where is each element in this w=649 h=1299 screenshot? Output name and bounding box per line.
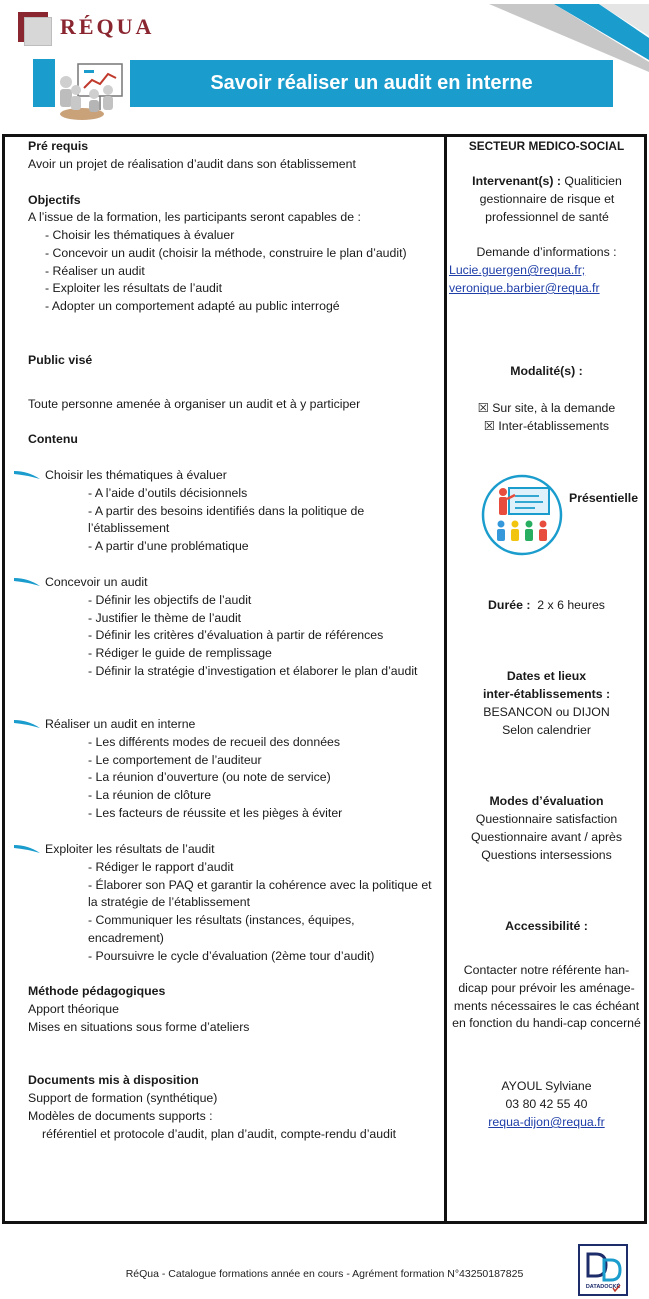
swoosh-bullet-icon — [14, 577, 40, 587]
contact-phone: 03 80 42 55 40 — [505, 1097, 588, 1111]
dates-place: BESANCON ou DIJON — [483, 705, 610, 719]
docs-line: Modèles de documents supports : — [28, 1108, 213, 1123]
prereq-text: Avoir un projet de réalisation d’audit dans son établissement — [28, 157, 356, 171]
docs-sub: référentiel et protocole d’audit, plan d’audit, compte-rendu d’audit — [42, 1126, 397, 1141]
swoosh-bullet-icon — [14, 470, 40, 480]
list-item: - Adopter un comportement adapté au public interrogé — [45, 299, 340, 314]
eval-lines — [449, 811, 644, 864]
dates-label: inter-établissements : — [482, 687, 611, 701]
method-title: Méthode pédagogiques — [28, 984, 166, 998]
docs-lines — [28, 1090, 433, 1143]
list-item: - La réunion d’ouverture (ou note de service) — [88, 770, 331, 785]
modality-option: ☒ Sur site, à la demande — [477, 401, 616, 415]
logo-text: RÉQUA — [60, 14, 155, 39]
list-item: - Poursuivre le cycle d’évaluation (2ème tour d’audit) — [88, 948, 375, 963]
info-label: Demande d’informations : — [476, 245, 617, 259]
list-item: - Définir les critères d’évaluation à partir de références — [88, 628, 384, 643]
eval-label: Modes d’évaluation — [489, 794, 604, 808]
modality-label: Modalité(s) : — [510, 364, 583, 378]
column-divider — [444, 134, 447, 1224]
duration-block — [449, 597, 644, 615]
speaker-label: Intervenant(s) : — [472, 174, 561, 188]
objectives-title: Objectifs — [28, 193, 81, 207]
method-lines — [28, 1001, 433, 1037]
access-label: Accessibilité : — [505, 919, 588, 933]
modality-option: ☒ Inter-établissements — [483, 419, 610, 433]
list-item: - Exploiter les résultats de l’audit — [45, 281, 223, 296]
list-item: - Définir les objectifs de l’audit — [88, 592, 252, 607]
content-title: Contenu — [28, 432, 78, 446]
section-title: Choisir les thématiques à évaluer — [45, 468, 227, 482]
list-item: - Concevoir un audit (choisir la méthode, construire le plan d’audit) — [45, 245, 407, 260]
email-link[interactable]: veronique.barbier@requa.fr — [449, 280, 600, 295]
page-title: Savoir réaliser un audit en interne — [210, 72, 533, 94]
logo-square-front — [24, 17, 52, 46]
method-line: Mises en situations sous forme d’ateliers — [28, 1019, 250, 1034]
sector-label: SECTEUR MEDICO-SOCIAL — [468, 139, 625, 153]
contact-email-wrap — [449, 1114, 644, 1132]
datadock-logo-icon — [580, 1246, 626, 1294]
list-item: - Définir la stratégie d’investigation et élaborer le plan d’audit — [88, 663, 418, 678]
swoosh-bullet-icon — [14, 719, 40, 729]
list-item: - A partir des besoins identifiés dans la politique de l’établissement — [88, 503, 365, 536]
contact-name: AYOUL Sylviane — [501, 1079, 592, 1093]
content-section-3 — [28, 716, 433, 823]
public-title: Public visé — [28, 353, 93, 367]
list-item: - A partir d’une problématique — [88, 539, 249, 554]
section-title: Réaliser un audit en interne — [45, 717, 196, 731]
public-text: Toute personne amenée à organiser un audit et à y participer — [28, 397, 361, 411]
footer-text: RéQua - Catalogue formations année en cours - Agrément formation N°43250187825 — [125, 1268, 524, 1280]
list-item: - Justifier le thème de l’audit — [88, 610, 242, 625]
objectives-intro: A l’issue de la formation, les participants seront capables de : — [28, 210, 361, 224]
list-item: - Communiquer les résultats (instances, équipes, encadrement) — [88, 913, 355, 945]
list-item: - Rédiger le rapport d’audit — [88, 859, 234, 874]
info-emails — [449, 262, 600, 298]
duration-value: 2 x 6 heures — [537, 598, 605, 612]
objectives-list — [28, 227, 433, 316]
email-link[interactable]: Lucie.guergen@requa.fr; — [449, 263, 586, 277]
prereq-title: Pré requis — [28, 139, 89, 153]
dates-label: Dates et lieux — [506, 669, 587, 683]
contact-email-link[interactable]: requa-dijon@requa.fr — [488, 1115, 605, 1129]
list-item: - Choisir les thématiques à évaluer — [45, 228, 235, 242]
speaker-block — [457, 173, 637, 226]
section-title: Exploiter les résultats de l’audit — [45, 842, 215, 856]
list-item: - Réaliser un audit — [45, 263, 145, 278]
list-item: - Le comportement de l’auditeur — [88, 752, 262, 767]
docs-line: Support de formation (synthétique) — [28, 1091, 218, 1105]
eval-line: Questions intersessions — [481, 847, 612, 862]
datadock-label: DATADOCKÉ — [585, 1284, 621, 1290]
list-item: - Les facteurs de réussite et les pièges à éviter — [88, 805, 343, 820]
eval-line: Questionnaire avant / après — [470, 829, 623, 844]
list-item: - Élaborer son PAQ et garantir la cohérence avec la politique et la stratégie de l’établissement — [88, 877, 432, 910]
presentation-icon — [481, 474, 563, 556]
swoosh-bullet-icon — [14, 844, 40, 854]
presential-label: Présentielle — [569, 491, 639, 505]
docs-title: Documents mis à disposition — [28, 1073, 199, 1087]
access-text: Contacter notre référente han-dicap pour prévoir les aménage-ments nécessaires le cas échéant en fonction du handi-cap concerné — [452, 963, 641, 1031]
speaker-text: Qualiticien gestionnaire de risque et professionnel de santé — [479, 174, 622, 224]
meeting-illustration-icon — [52, 60, 128, 124]
content-section-2 — [28, 574, 433, 681]
section-title: Concevoir un audit — [45, 575, 148, 589]
list-item: - Les différents modes de recueil des données — [88, 734, 341, 749]
title-banner — [130, 60, 613, 107]
method-line: Apport théorique — [28, 1002, 119, 1016]
content-section-1 — [28, 467, 433, 556]
duration-label: Durée : — [488, 598, 531, 612]
list-item: - Rédiger le guide de remplissage — [88, 646, 272, 661]
list-item: - A l’aide d’outils décisionnels — [88, 485, 248, 500]
content-section-4 — [28, 841, 433, 966]
dates-calendar: Selon calendrier — [502, 723, 591, 737]
eval-line: Questionnaire satisfaction — [475, 812, 618, 826]
list-item: - La réunion de clôture — [88, 788, 212, 803]
datadock-badge — [578, 1244, 628, 1296]
